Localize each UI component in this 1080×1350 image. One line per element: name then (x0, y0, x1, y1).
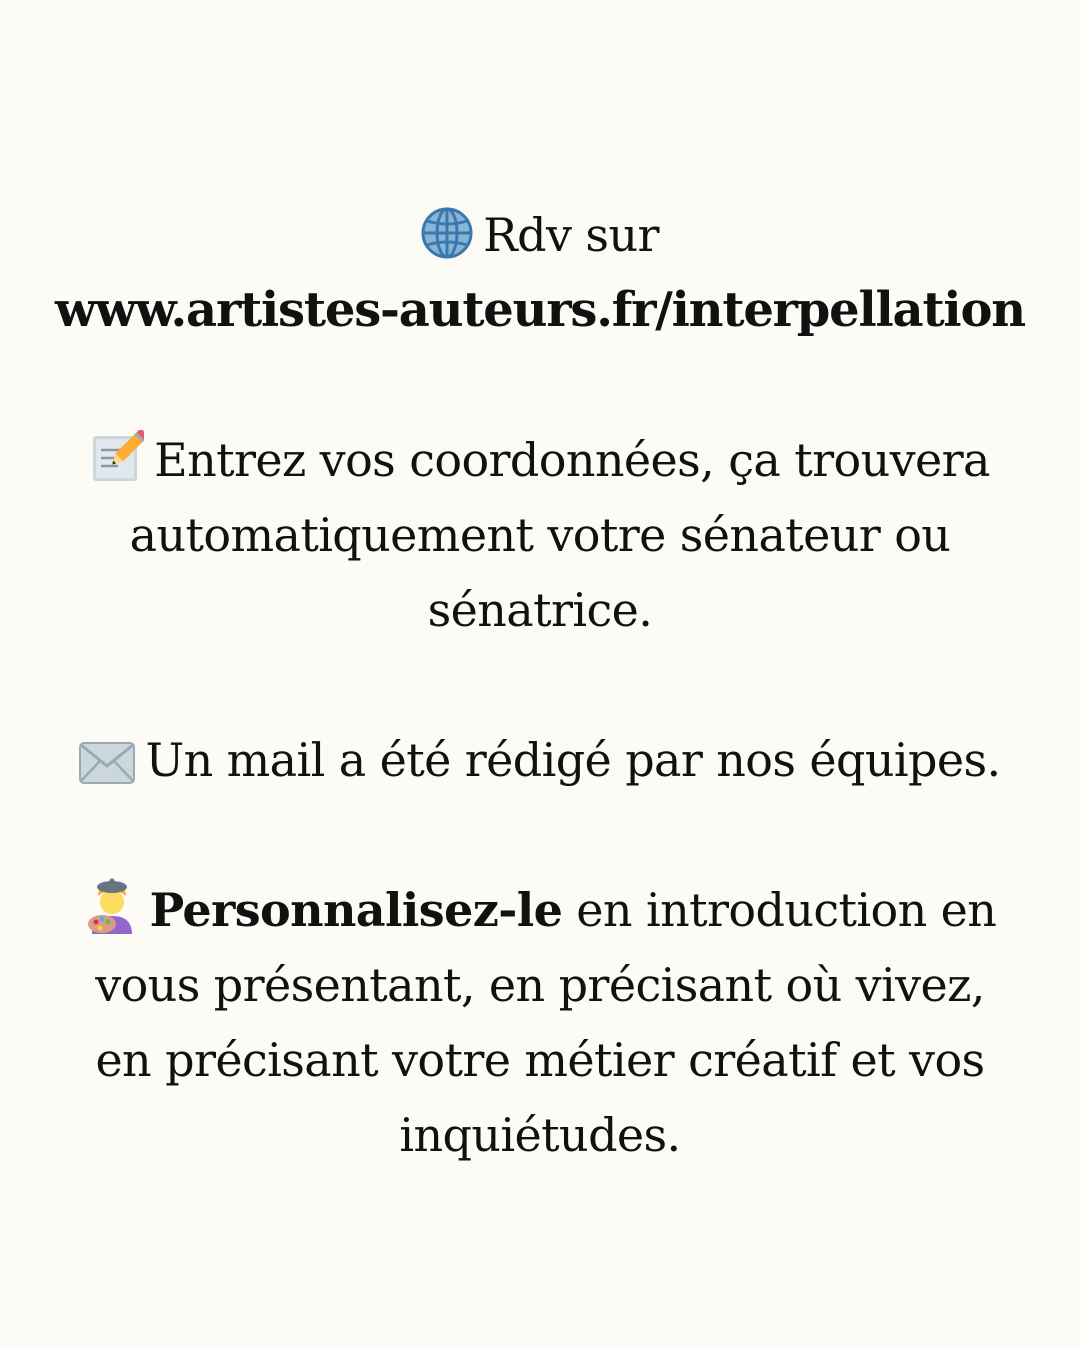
mail-line (30, 723, 1050, 798)
coords-line-1 (30, 423, 1050, 498)
coords-text-1: Entrez vos coordonnées, ça trouvera (154, 433, 990, 487)
personalize-emphasis: Personnalisez-le (149, 883, 563, 937)
rdv-label: Rdv sur (483, 208, 659, 262)
interpellation-link[interactable]: www.artistes-auteurs.fr/interpellation (55, 282, 1025, 338)
artist-icon (84, 878, 140, 934)
personalize-line-2: vous présentant, en précisant où vivez, (95, 958, 985, 1012)
mail-text: Un mail a été rédigé par nos équipes. (145, 733, 1001, 787)
coords-line-3: sénatrice. (427, 583, 653, 637)
memo-pencil-icon (90, 430, 144, 484)
personalize-text-1: en introduction en (562, 883, 997, 937)
rdv-line (30, 198, 1050, 273)
envelope-icon (79, 742, 135, 784)
personalize-line-3: en précisant votre métier créatif et vos (95, 1033, 985, 1087)
globe-icon (421, 207, 473, 259)
personalize-line-4: inquiétudes. (399, 1108, 681, 1162)
coords-line-2: automatiquement votre sénateur ou (129, 508, 951, 562)
personalize-line-1 (30, 873, 1050, 948)
